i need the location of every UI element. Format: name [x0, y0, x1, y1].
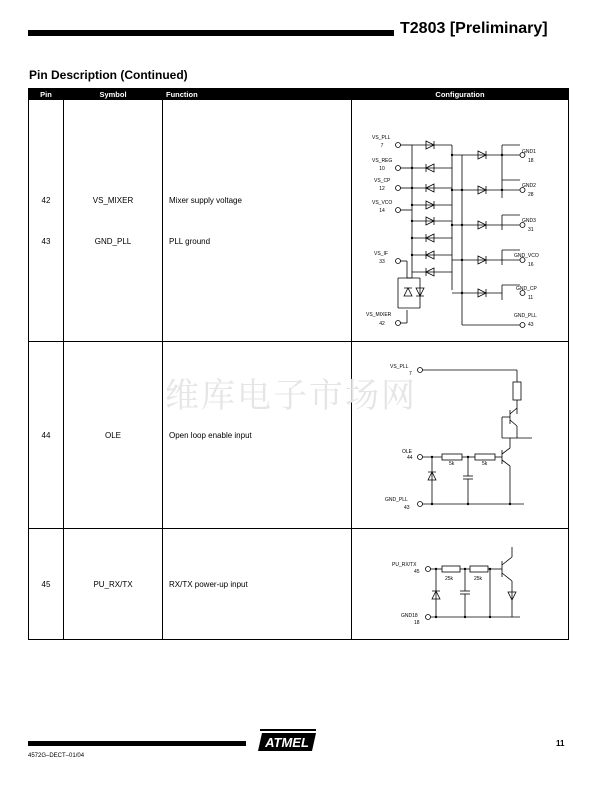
table-header-row [29, 89, 569, 100]
column-header-symbol: Symbol [64, 89, 163, 100]
pin-number: 45 [41, 579, 51, 589]
function-cell [163, 100, 352, 342]
pu-rxtx-input-diagram [352, 529, 567, 637]
pin-label: PU_RX/TX [392, 562, 417, 568]
pin-function: Open loop enable input [169, 430, 252, 440]
pin-number-label: 28 [528, 192, 534, 198]
document-title: T2803 [Preliminary] [400, 20, 548, 37]
column-header-function: Function [163, 89, 352, 100]
document-code: 4572G–DECT–01/04 [28, 753, 85, 759]
logo-text: ATMEL [265, 735, 309, 750]
footer-rule [28, 741, 246, 746]
pin-number-label: 7 [409, 371, 412, 377]
resistor-value: 25k [474, 576, 483, 582]
pin-label: VS_VCO [372, 200, 393, 206]
esd-network [396, 143, 526, 328]
pin-label: VS_PLL [390, 364, 409, 370]
resistor-value: 25k [445, 576, 454, 582]
pin-symbol: GND_PLL [94, 236, 132, 246]
pin-label: GND1 [522, 149, 536, 155]
pin-number-label: 43 [404, 505, 410, 511]
pu-rxtx-circuit [426, 547, 521, 620]
function-cell [163, 529, 352, 640]
column-header-pin: Pin [29, 89, 64, 100]
pin-label: VS_IF [374, 251, 388, 257]
pin-function: Mixer supply voltage [169, 195, 242, 205]
pin-number-label: 7 [380, 143, 384, 149]
pin-cell [29, 529, 64, 640]
pin-symbol: OLE [104, 430, 121, 440]
junction-dots [411, 154, 503, 294]
pin-number-label: 16 [528, 262, 534, 268]
pin-number: 42 [41, 195, 51, 205]
header-rule [28, 30, 394, 36]
pin-number-label: 33 [379, 259, 385, 265]
page-number: 11 [556, 739, 565, 748]
pin-label: VS_CP [374, 178, 391, 184]
pin-cell [29, 342, 64, 529]
pin-label: VS_PLL [372, 135, 391, 141]
pin-number-label: 18 [414, 620, 420, 626]
pin-label: VS_MIXER [366, 312, 392, 318]
pin-function: RX/TX power-up input [169, 579, 248, 589]
pin-number-label: 45 [414, 569, 420, 575]
pin-number-label: 12 [379, 186, 385, 192]
pin-cell [29, 100, 64, 342]
pin-function: PLL ground [169, 236, 211, 246]
symbol-cell [64, 342, 163, 529]
pin-label: GND_VCO [514, 253, 539, 259]
pin-number-label: 18 [528, 158, 534, 164]
pin-label: VS_REG [372, 158, 393, 164]
esd-protection-diagram [352, 100, 567, 339]
pin-label: GND_PLL [514, 313, 537, 319]
pin-number-label: 14 [379, 208, 385, 214]
diode-symbols [404, 141, 486, 297]
pin-number-label: 42 [379, 321, 385, 327]
pin-label: GND2 [522, 183, 536, 189]
atmel-logo [256, 727, 320, 760]
pin-number-label: 43 [528, 322, 534, 328]
section-title: Pin Description (Continued) [29, 68, 188, 82]
resistor-value: 5k [482, 461, 488, 467]
pin-label: GND18 [401, 613, 418, 619]
pin-number-label: 11 [528, 295, 534, 301]
pin-label: GND_PLL [385, 497, 408, 503]
resistor-value: 5k [449, 461, 455, 467]
configuration-cell [352, 529, 569, 640]
ole-circuit [418, 368, 533, 507]
pin-number-label: 44 [407, 455, 413, 461]
table-row [29, 529, 569, 640]
pin-symbol: VS_MIXER [92, 195, 134, 205]
pin-label: GND3 [522, 218, 536, 224]
pin-label: GND_CP [516, 286, 537, 292]
symbol-cell [64, 529, 163, 640]
watermark: 维库电子市场网 [165, 376, 417, 416]
column-header-configuration: Configuration [352, 89, 569, 100]
pin-number-label: 10 [379, 166, 385, 172]
table-row [29, 100, 569, 342]
pin-number: 43 [41, 236, 51, 246]
pin-description-table [28, 88, 569, 640]
pin-symbol: PU_RX/TX [93, 579, 133, 589]
symbol-cell [64, 100, 163, 342]
pin-label: OLE [402, 449, 413, 455]
pin-number: 44 [41, 430, 51, 440]
pin-number-label: 31 [528, 227, 534, 233]
configuration-cell [352, 100, 569, 342]
